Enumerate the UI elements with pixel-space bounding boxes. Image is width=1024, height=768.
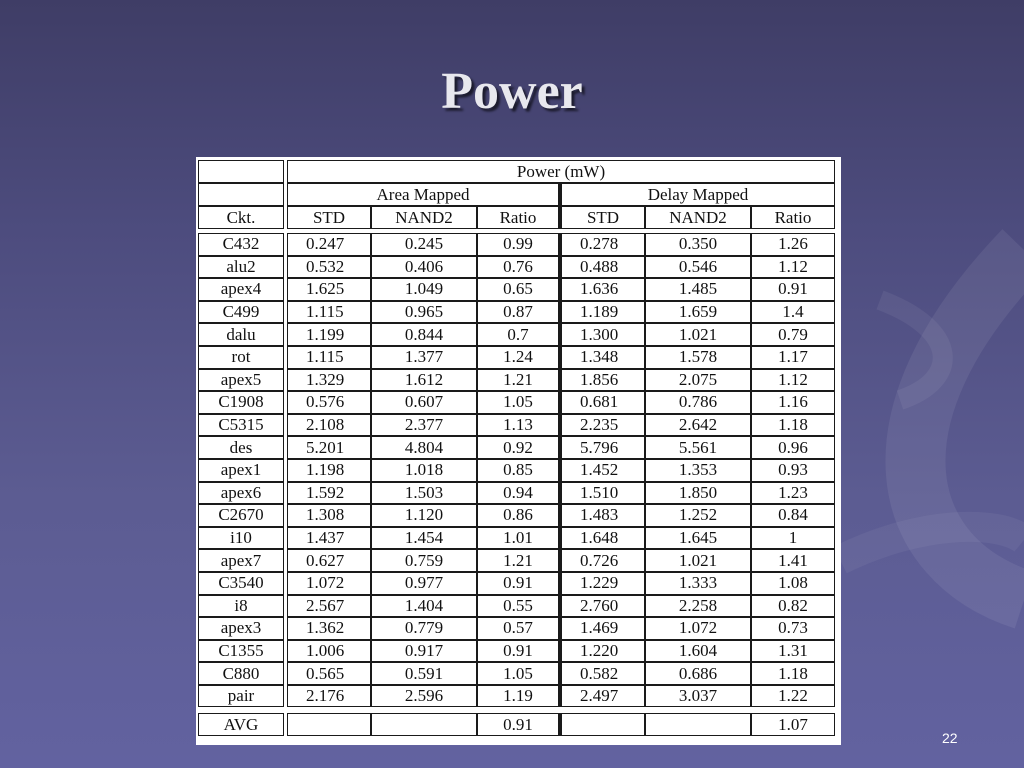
value-cell: 0.607 bbox=[371, 391, 477, 414]
value-cell: 1.16 bbox=[751, 391, 835, 414]
table-row bbox=[198, 595, 835, 618]
value-cell: 0.582 bbox=[561, 662, 645, 685]
value-cell: 1.26 bbox=[751, 233, 835, 256]
circuit-name-cell: apex4 bbox=[198, 278, 284, 301]
value-cell: 0.85 bbox=[477, 459, 561, 482]
table-row bbox=[198, 278, 835, 301]
value-cell: 0.76 bbox=[477, 256, 561, 279]
circuit-name-cell: pair bbox=[198, 685, 284, 708]
value-cell: 1.21 bbox=[477, 549, 561, 572]
value-cell: 0.86 bbox=[477, 504, 561, 527]
value-cell: 1.115 bbox=[287, 301, 371, 324]
circuit-name-cell: dalu bbox=[198, 323, 284, 346]
value-cell: 1.377 bbox=[371, 346, 477, 369]
value-cell: 2.497 bbox=[561, 685, 645, 708]
value-cell: 0.57 bbox=[477, 617, 561, 640]
value-cell: 3.037 bbox=[645, 685, 751, 708]
value-cell: 1.645 bbox=[645, 527, 751, 550]
value-cell: 1.072 bbox=[645, 617, 751, 640]
column-header: STD bbox=[287, 206, 371, 229]
value-cell: 0.91 bbox=[477, 640, 561, 663]
value-cell: 1.308 bbox=[287, 504, 371, 527]
table-row bbox=[198, 391, 835, 414]
circuit-name-cell: apex6 bbox=[198, 482, 284, 505]
value-cell: 0.779 bbox=[371, 617, 477, 640]
value-cell: 2.235 bbox=[561, 414, 645, 437]
value-cell: 1.17 bbox=[751, 346, 835, 369]
value-cell: 0.84 bbox=[751, 504, 835, 527]
table-row bbox=[198, 414, 835, 437]
value-cell: 0.532 bbox=[287, 256, 371, 279]
value-cell: 0.65 bbox=[477, 278, 561, 301]
value-cell: 1.592 bbox=[287, 482, 371, 505]
circuit-name-cell: apex7 bbox=[198, 549, 284, 572]
value-cell: 1.021 bbox=[645, 323, 751, 346]
table-row bbox=[198, 233, 835, 256]
circuit-name-cell: i10 bbox=[198, 527, 284, 550]
circuit-name-cell: C1908 bbox=[198, 391, 284, 414]
value-cell: 1.856 bbox=[561, 369, 645, 392]
table-row bbox=[198, 436, 835, 459]
value-cell: 0.7 bbox=[477, 323, 561, 346]
value-cell: 1.229 bbox=[561, 572, 645, 595]
value-cell: 1.05 bbox=[477, 391, 561, 414]
value-cell: 1.612 bbox=[371, 369, 477, 392]
circuit-name-cell: apex1 bbox=[198, 459, 284, 482]
value-cell: 1.329 bbox=[287, 369, 371, 392]
value-cell: 0.917 bbox=[371, 640, 477, 663]
circuit-name-cell: apex5 bbox=[198, 369, 284, 392]
column-header: Ratio bbox=[751, 206, 835, 229]
table-row bbox=[198, 504, 835, 527]
value-cell: 1.437 bbox=[287, 527, 371, 550]
value-cell: 1.07 bbox=[751, 713, 835, 736]
table-row bbox=[198, 617, 835, 640]
value-cell: 1.604 bbox=[645, 640, 751, 663]
value-cell: 5.201 bbox=[287, 436, 371, 459]
value-cell: 1.05 bbox=[477, 662, 561, 685]
value-cell: 0.350 bbox=[645, 233, 751, 256]
value-cell: 1.625 bbox=[287, 278, 371, 301]
value-cell: 1 bbox=[751, 527, 835, 550]
value-cell: 1.115 bbox=[287, 346, 371, 369]
value-cell: 0.977 bbox=[371, 572, 477, 595]
value-cell: 0.591 bbox=[371, 662, 477, 685]
value-cell bbox=[645, 713, 751, 736]
table-row bbox=[198, 640, 835, 663]
circuit-name-cell: i8 bbox=[198, 595, 284, 618]
slide-title: Power bbox=[441, 63, 583, 120]
value-cell: 1.18 bbox=[751, 662, 835, 685]
value-cell: 1.483 bbox=[561, 504, 645, 527]
value-cell bbox=[371, 713, 477, 736]
value-cell: 1.006 bbox=[287, 640, 371, 663]
value-cell: 1.18 bbox=[751, 414, 835, 437]
value-cell: 0.55 bbox=[477, 595, 561, 618]
table-row bbox=[198, 527, 835, 550]
value-cell bbox=[287, 713, 371, 736]
circuit-name-cell: C5315 bbox=[198, 414, 284, 437]
value-cell: 1.353 bbox=[645, 459, 751, 482]
value-cell: 0.965 bbox=[371, 301, 477, 324]
circuit-name-cell: C3540 bbox=[198, 572, 284, 595]
circuit-name-cell: des bbox=[198, 436, 284, 459]
value-cell: 2.567 bbox=[287, 595, 371, 618]
value-cell: 1.333 bbox=[645, 572, 751, 595]
value-cell: 1.31 bbox=[751, 640, 835, 663]
value-cell: 0.726 bbox=[561, 549, 645, 572]
circuit-name-cell: C499 bbox=[198, 301, 284, 324]
value-cell: 0.686 bbox=[645, 662, 751, 685]
value-cell: 1.252 bbox=[645, 504, 751, 527]
value-cell: 0.278 bbox=[561, 233, 645, 256]
value-cell: 0.73 bbox=[751, 617, 835, 640]
page-number: 22 bbox=[942, 730, 958, 746]
super-header: Power (mW) bbox=[287, 160, 835, 183]
value-cell: 0.92 bbox=[477, 436, 561, 459]
value-cell: 0.786 bbox=[645, 391, 751, 414]
value-cell: 1.12 bbox=[751, 256, 835, 279]
circuit-name-cell: AVG bbox=[198, 713, 284, 736]
table-row bbox=[198, 301, 835, 324]
value-cell: 1.348 bbox=[561, 346, 645, 369]
value-cell: 0.844 bbox=[371, 323, 477, 346]
value-cell: 2.377 bbox=[371, 414, 477, 437]
table-row bbox=[198, 346, 835, 369]
circuit-name-cell: C2670 bbox=[198, 504, 284, 527]
value-cell: 1.021 bbox=[645, 549, 751, 572]
value-cell: 0.565 bbox=[287, 662, 371, 685]
table-row bbox=[198, 369, 835, 392]
table-row bbox=[198, 549, 835, 572]
value-cell: 1.199 bbox=[287, 323, 371, 346]
table-row bbox=[198, 459, 835, 482]
column-header-row bbox=[198, 206, 835, 229]
value-cell: 1.452 bbox=[561, 459, 645, 482]
value-cell: 1.072 bbox=[287, 572, 371, 595]
value-cell bbox=[561, 713, 645, 736]
value-cell: 2.258 bbox=[645, 595, 751, 618]
value-cell: 5.796 bbox=[561, 436, 645, 459]
column-header: STD bbox=[561, 206, 645, 229]
circuit-name-cell: alu2 bbox=[198, 256, 284, 279]
value-cell: 1.198 bbox=[287, 459, 371, 482]
value-cell: 1.454 bbox=[371, 527, 477, 550]
value-cell: 2.075 bbox=[645, 369, 751, 392]
value-cell: 1.24 bbox=[477, 346, 561, 369]
value-cell: 0.406 bbox=[371, 256, 477, 279]
super-header-row bbox=[198, 160, 835, 183]
value-cell: 2.642 bbox=[645, 414, 751, 437]
value-cell: 0.91 bbox=[751, 278, 835, 301]
table-row bbox=[198, 572, 835, 595]
value-cell: 1.21 bbox=[477, 369, 561, 392]
value-cell: 4.804 bbox=[371, 436, 477, 459]
value-cell: 0.87 bbox=[477, 301, 561, 324]
table-row bbox=[198, 256, 835, 279]
table-row bbox=[198, 685, 835, 708]
value-cell: 1.120 bbox=[371, 504, 477, 527]
value-cell: 1.08 bbox=[751, 572, 835, 595]
circuit-name-cell: C1355 bbox=[198, 640, 284, 663]
value-cell: 1.220 bbox=[561, 640, 645, 663]
value-cell: 1.648 bbox=[561, 527, 645, 550]
value-cell: 1.19 bbox=[477, 685, 561, 708]
value-cell: 1.049 bbox=[371, 278, 477, 301]
value-cell: 0.94 bbox=[477, 482, 561, 505]
value-cell: 0.488 bbox=[561, 256, 645, 279]
empty-corner-cell bbox=[198, 183, 284, 206]
value-cell: 1.41 bbox=[751, 549, 835, 572]
value-cell: 2.760 bbox=[561, 595, 645, 618]
value-cell: 1.510 bbox=[561, 482, 645, 505]
value-cell: 1.018 bbox=[371, 459, 477, 482]
table-row bbox=[198, 323, 835, 346]
value-cell: 1.362 bbox=[287, 617, 371, 640]
value-cell: 1.485 bbox=[645, 278, 751, 301]
value-cell: 0.79 bbox=[751, 323, 835, 346]
value-cell: 1.659 bbox=[645, 301, 751, 324]
value-cell: 0.99 bbox=[477, 233, 561, 256]
value-cell: 0.82 bbox=[751, 595, 835, 618]
value-cell: 0.759 bbox=[371, 549, 477, 572]
column-header: Ratio bbox=[477, 206, 561, 229]
value-cell: 1.404 bbox=[371, 595, 477, 618]
avg-row bbox=[198, 713, 835, 736]
value-cell: 1.300 bbox=[561, 323, 645, 346]
group-header-row bbox=[198, 183, 835, 206]
value-cell: 2.176 bbox=[287, 685, 371, 708]
empty-corner-cell bbox=[198, 160, 284, 183]
power-table-panel bbox=[196, 157, 841, 745]
column-header: NAND2 bbox=[645, 206, 751, 229]
circuit-name-cell: apex3 bbox=[198, 617, 284, 640]
table-row bbox=[198, 662, 835, 685]
value-cell: 1.503 bbox=[371, 482, 477, 505]
value-cell: 0.93 bbox=[751, 459, 835, 482]
value-cell: 5.561 bbox=[645, 436, 751, 459]
value-cell: 1.12 bbox=[751, 369, 835, 392]
value-cell: 1.13 bbox=[477, 414, 561, 437]
value-cell: 1.189 bbox=[561, 301, 645, 324]
value-cell: 0.546 bbox=[645, 256, 751, 279]
value-cell: 0.91 bbox=[477, 713, 561, 736]
value-cell: 0.245 bbox=[371, 233, 477, 256]
value-cell: 1.01 bbox=[477, 527, 561, 550]
value-cell: 0.627 bbox=[287, 549, 371, 572]
value-cell: 1.850 bbox=[645, 482, 751, 505]
value-cell: 0.681 bbox=[561, 391, 645, 414]
value-cell: 2.108 bbox=[287, 414, 371, 437]
circuit-name-cell: C432 bbox=[198, 233, 284, 256]
row-label-header: Ckt. bbox=[198, 206, 284, 229]
table-row bbox=[198, 482, 835, 505]
power-table bbox=[198, 160, 835, 736]
column-header: NAND2 bbox=[371, 206, 477, 229]
value-cell: 0.247 bbox=[287, 233, 371, 256]
circuit-name-cell: C880 bbox=[198, 662, 284, 685]
value-cell: 1.469 bbox=[561, 617, 645, 640]
value-cell: 0.576 bbox=[287, 391, 371, 414]
circuit-name-cell: rot bbox=[198, 346, 284, 369]
value-cell: 0.96 bbox=[751, 436, 835, 459]
value-cell: 1.23 bbox=[751, 482, 835, 505]
value-cell: 1.636 bbox=[561, 278, 645, 301]
value-cell: 2.596 bbox=[371, 685, 477, 708]
value-cell: 1.578 bbox=[645, 346, 751, 369]
value-cell: 0.91 bbox=[477, 572, 561, 595]
value-cell: 1.4 bbox=[751, 301, 835, 324]
value-cell: 1.22 bbox=[751, 685, 835, 708]
group-header-delay-mapped: Delay Mapped bbox=[561, 183, 835, 206]
group-header-area-mapped: Area Mapped bbox=[287, 183, 561, 206]
